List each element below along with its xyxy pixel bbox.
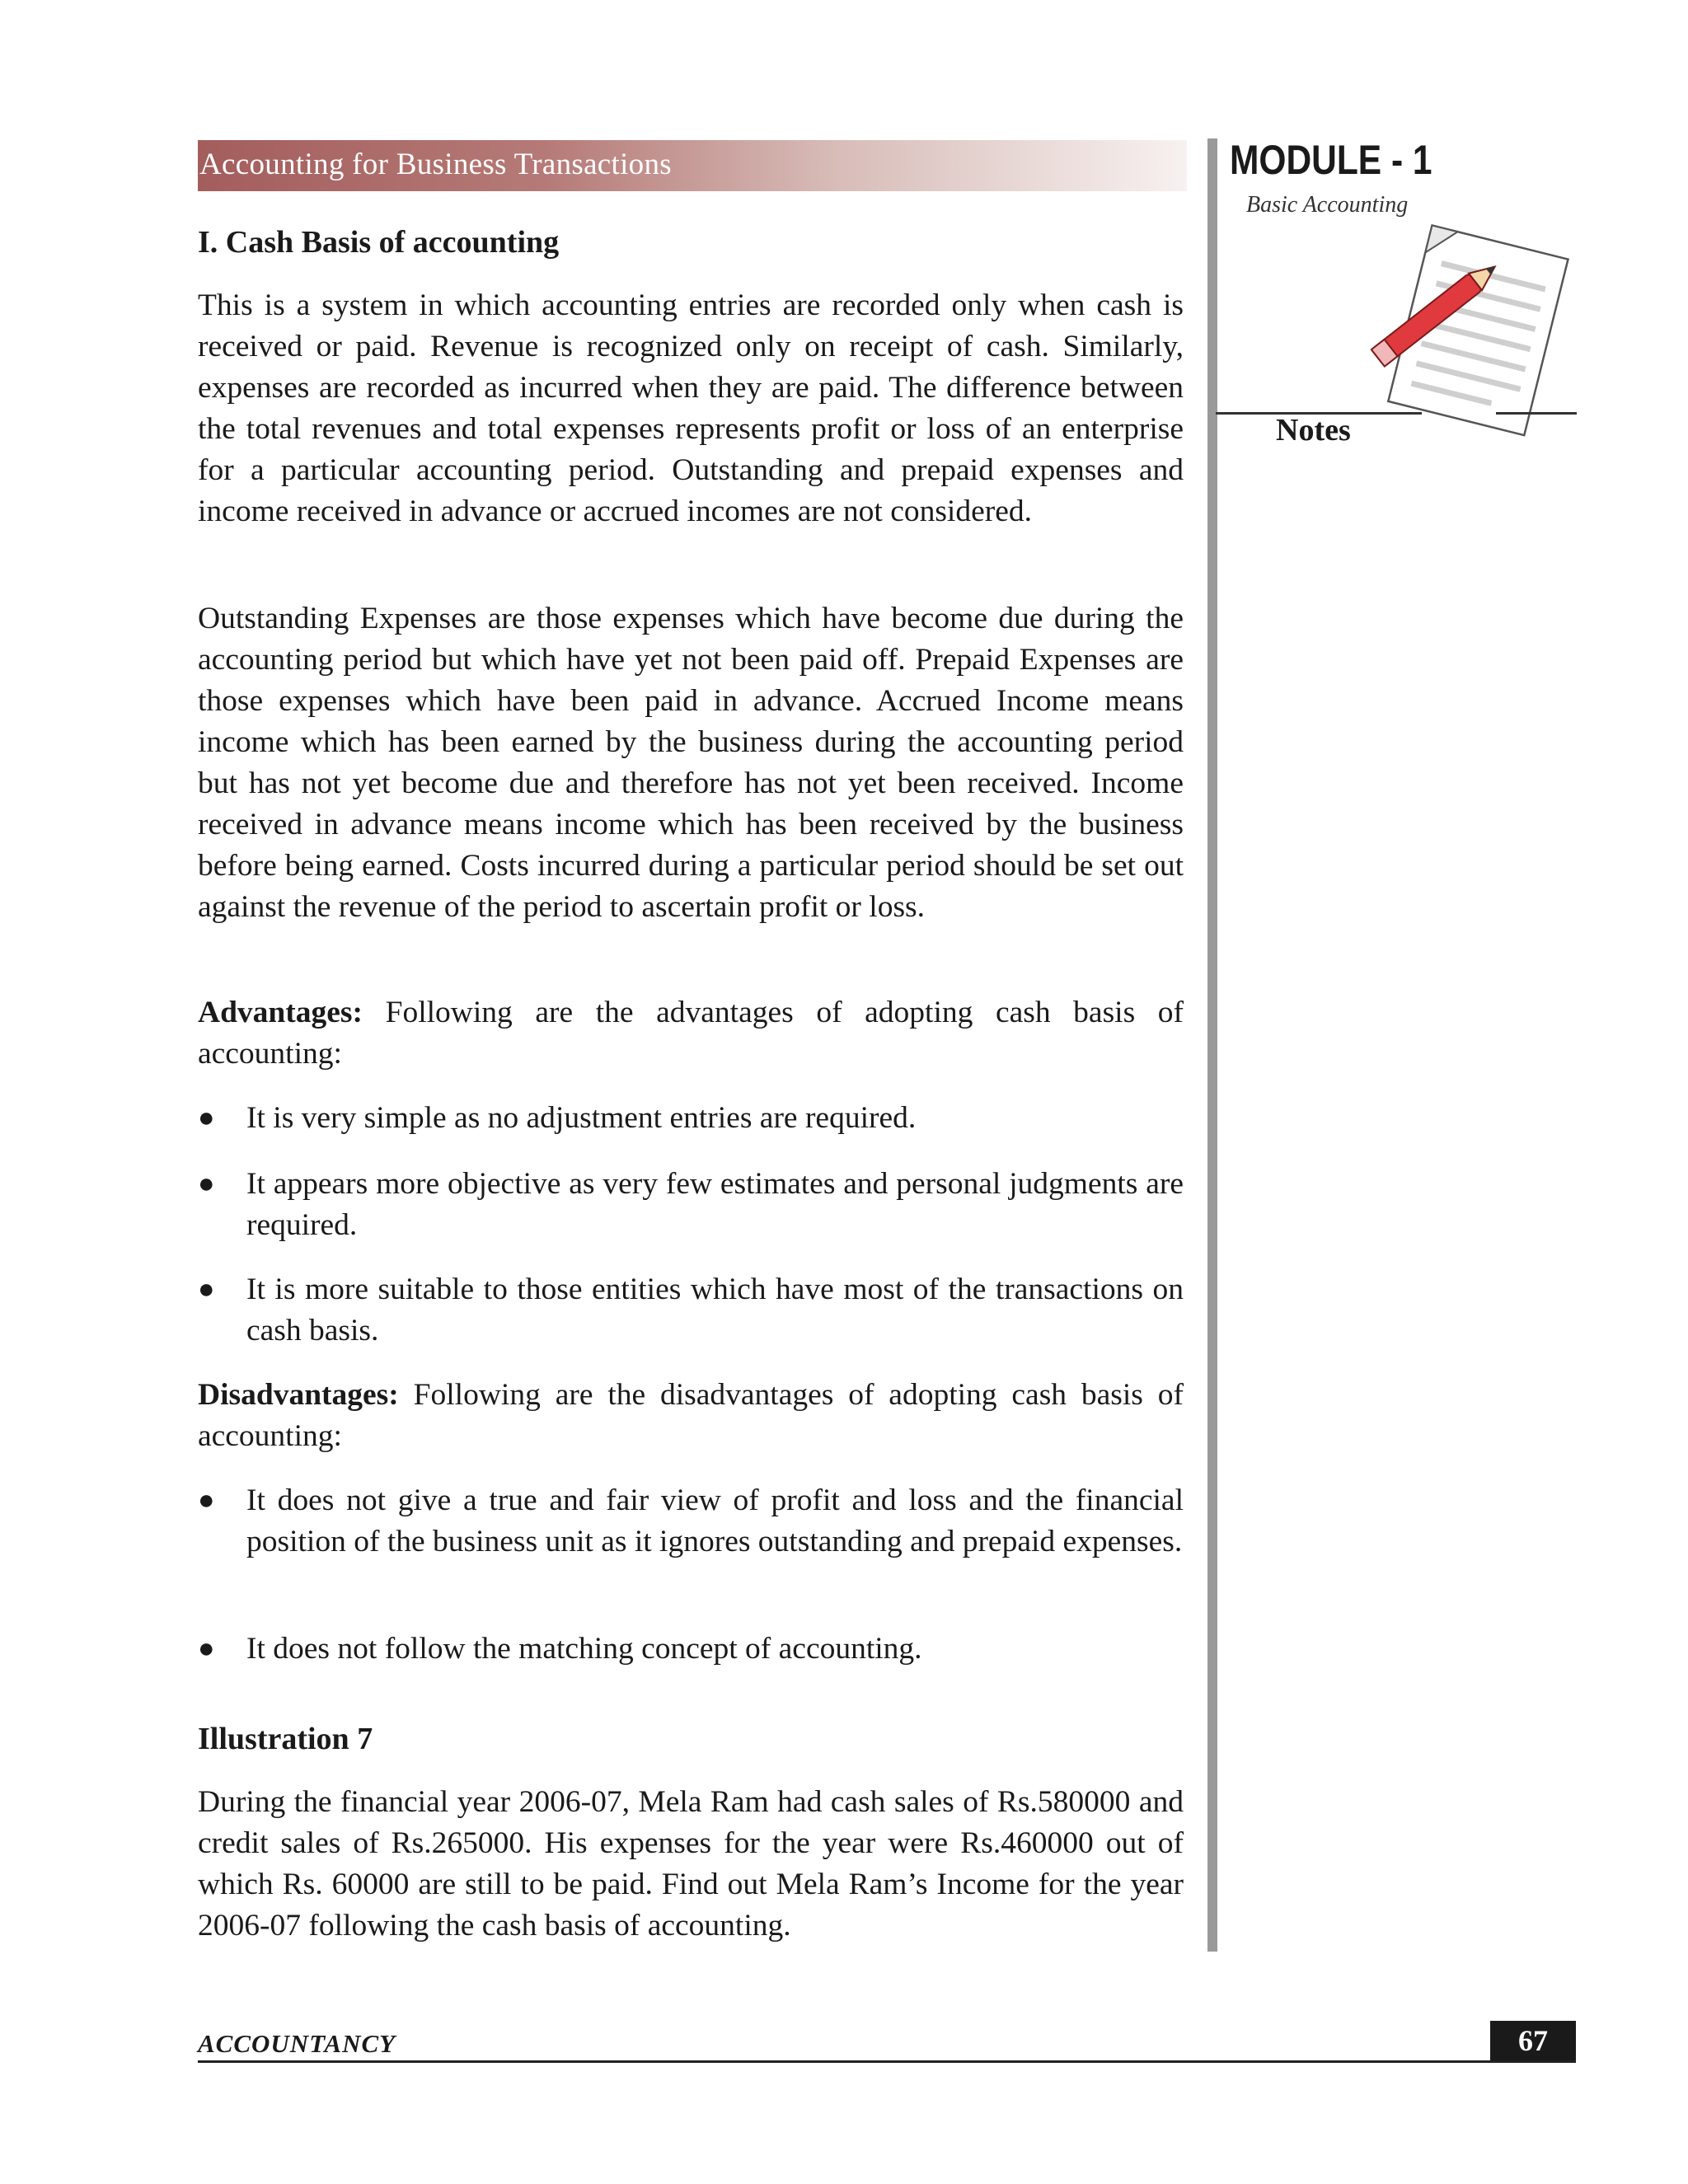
- advantage-text: It is more suitable to those entities which have most of the transactions on cash basis.: [246, 1272, 1184, 1347]
- list-item: [198, 1480, 1184, 1563]
- notes-label: Notes: [1276, 413, 1351, 448]
- paragraph-cash-basis: This is a system in which accounting entries are recorded only when cash is received or paid. Revenue is recognized only on receipt of cash. Similarly, expenses are recorded as incurred when they are paid. The difference between the total revenues and total expenses represents profit or loss of an enterprise for a particular accounting period. Outstanding and prepaid expenses and income received in advance or accrued incomes are not considered.: [198, 288, 1184, 528]
- notepad-pencil-icon: [1368, 216, 1582, 459]
- list-item: [198, 1269, 1184, 1352]
- bullet-dot-icon: ●: [198, 1274, 215, 1305]
- footer-subject: ACCOUNTANCY: [198, 2029, 396, 2058]
- bullet-dot-icon: ●: [198, 1485, 215, 1516]
- advantages-intro: [198, 992, 1184, 1075]
- advantage-text: It is very simple as no adjustment entries are required.: [246, 1101, 917, 1135]
- disadvantage-text: It does not follow the matching concept of accounting.: [246, 1632, 922, 1666]
- page-number: 67: [1490, 2021, 1576, 2060]
- margin-rule: [1207, 138, 1217, 1952]
- illustration-text: During the financial year 2006-07, Mela Ram had cash sales of Rs.580000 and credit sales of Rs.265000. His expenses for the year were Rs.460000 out of which Rs. 60000 are still to be paid. Find out Mela Ram’s Income for the year 2006-07 following the cash basis of accounting.: [198, 1785, 1184, 1943]
- illustration-title: Illustration 7: [198, 1722, 373, 1756]
- bullet-dot-icon: ●: [198, 1169, 215, 1199]
- section-header-band: [198, 140, 1187, 191]
- advantages-label: Advantages:: [198, 996, 363, 1029]
- advantages-intro-text: Following are the advantages of adopting cash basis of accounting:: [198, 996, 1184, 1071]
- list-item: [198, 1164, 1184, 1246]
- bullet-dot-icon: ●: [198, 1103, 215, 1133]
- disadvantages-intro-text: Following are the disadvantages of adopting cash basis of accounting:: [198, 1378, 1184, 1453]
- paragraph-definitions: Outstanding Expenses are those expenses which have become due during the accounting period but which have yet not been paid off. Prepaid Expenses are those expenses which have been paid in advance. Accrued Income means income which has been earned by the business during the accounting period but has not yet become due and therefore has not yet been received. Income received in advance means income which has been received by the business before being earned. Costs incurred during a particular period should be set out against the revenue of the period to ascertain profit or loss.: [198, 602, 1184, 924]
- list-item: [198, 1098, 1184, 1139]
- footer-rule: [198, 2060, 1576, 2063]
- list-item: [198, 1629, 1184, 1670]
- section-header-title: Accounting for Business Transactions: [199, 148, 672, 181]
- module-subtitle: Basic Accounting: [1246, 192, 1409, 218]
- disadvantages-intro: [198, 1375, 1184, 1457]
- disadvantage-text: It does not give a true and fair view of profit and loss and the financial position of the business unit as it ignores outstanding and prepaid expenses.: [246, 1483, 1184, 1558]
- advantage-text: It appears more objective as very few estimates and personal judgments are required.: [246, 1167, 1184, 1242]
- section-heading: I. Cash Basis of accounting: [198, 225, 560, 260]
- module-title: MODULE - 1: [1230, 137, 1432, 183]
- bullet-dot-icon: ●: [198, 1633, 215, 1664]
- notes-divider-right: [1496, 412, 1577, 415]
- disadvantages-label: Disadvantages:: [198, 1378, 399, 1412]
